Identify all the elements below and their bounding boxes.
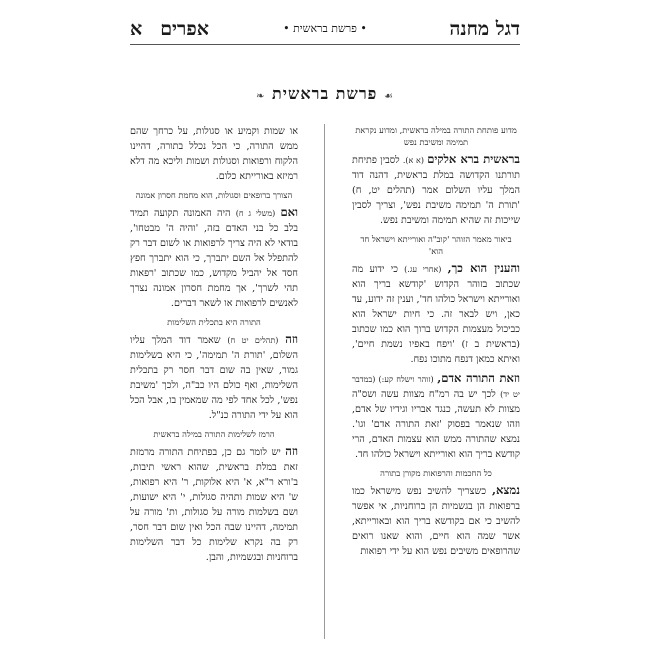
section-subtitle: התורה היא בתכלית השלימות <box>167 317 261 327</box>
section-paragraph <box>130 444 298 565</box>
section-subtitle: הרמז לשלימות התורה במילה בראשית <box>153 429 275 439</box>
section <box>352 233 520 367</box>
section-body-text: לכך יש בה רמ"ח מצוות עשה ושס"ה מצוות לא תעשה, כנגד אבריו וגידיו של אדם, וזהו שנאמר בפסוק 'זאת התורה אדם' וגו'. נמצא שהתורה ממש הוא עצמות האדם, הרי קודשא בריך הוא ואורייתא וישראל כולהו חד. <box>352 389 520 460</box>
header-book-title-left-text: אפרים <box>160 18 209 40</box>
section-lead-word: וזאת התורה אדם, <box>437 371 520 385</box>
header-parsha-name: • פרשת בראשית • <box>283 22 367 35</box>
section <box>130 124 298 184</box>
section <box>352 371 520 462</box>
section-paragraph <box>130 205 298 311</box>
page-number: א <box>130 18 143 40</box>
section-body-text: כי ידוע מה שכתוב בזוהר הקדוש 'קודשא בריך הוא ואורייתא וישראל כולהו חד', וענין זה ידוע, עד כאן, ויש לבאר זה. כי חיות ישראל הוא כביכול מעצמות הקדוש ברוך הוא כמו שכתוב (בראשית ב ז) 'ויפח באפיו נשמת חיים', ואיתא כמאן דנפח מתוכו נפח. <box>352 264 520 365</box>
section-source-ref: (א א). <box>402 156 424 165</box>
section-body-text: שאמר דוד המלך עליו השלום, 'תורת ה' תמימה', כי היא בשלימות גמור, שאין בה שום דבר חסר רק בתכלית השלימות, ואף כולם היו כב"ה, ולכך 'משיבת נפש', לכל אחד לפי מה שמאמין בו, אבל הכל הוא על ידי התורה כנ"ל. <box>130 335 298 421</box>
section-lead-word: וזה <box>285 332 298 346</box>
right-column <box>352 124 520 644</box>
section-lead-word: נמצא, <box>492 483 520 497</box>
section-subtitle: כל החכמות והרפואות מקורן בתורה <box>380 468 492 478</box>
section-paragraph <box>130 124 298 184</box>
section-subtitle: הצורך ברופאים וסגולות, הוא מחמת חסרון אמונה <box>135 190 293 200</box>
section-body-text: יש לומר גם כן, בפתיחת התורה מרמזת זאת במלת בראשית, שהוא ראשי תיבות, ב'ורא ר"א, א' היא אלוקות, ר' היא רפואות, ש' היא שמות ותהיה סגולות, י' היא ישועות, ושם בשלמות מורה על סגולות, ות' מורה על תמימה, דהיינו שבה הכל ואין שום דבר חסר, רק בה נקרא שלימות כל דבר השלימות ברוחניות ובגשמיות, והבן. <box>130 447 298 563</box>
running-header <box>130 18 520 40</box>
section-body-text: לסבין פתיחת תורתנו הקדושה במלת בראשית, דהנה דוד המלך עליו השלום אמר (תהלים יט, ח) 'תורת ה' תמימה משיבת נפש', וצריך לסבין שייכות זה שהיא תמימה ומשיבת נפש. <box>352 155 520 226</box>
header-rule <box>130 44 520 45</box>
header-book-title: דגל מחנה <box>449 18 520 40</box>
section-lead-word: בראשית ברא אלקים <box>427 152 520 166</box>
section <box>130 316 298 423</box>
section-body-text: או שמות וקמיע או סגולות, על כרחך שהם ממש התורה, כי הכל נכלל בתורה, דהיינו הלקוח ורפואות וסגולות ושמות וליכא מה דלא רמיזא באורייתא כלום. <box>130 126 298 182</box>
section-lead-word: והענין הוא כך, <box>447 261 520 275</box>
column-divider <box>324 124 325 639</box>
section <box>352 467 520 559</box>
left-column <box>130 124 298 644</box>
title-ornament-right-icon: ☙ <box>383 91 394 102</box>
section-paragraph <box>352 261 520 367</box>
section-source-ref: (משלי ג ח) <box>235 209 276 218</box>
section-source-ref: (אחרי עג.) <box>404 265 442 274</box>
section-lead-word: ואם <box>280 205 298 219</box>
section-paragraph <box>352 483 520 559</box>
title-ornament-left-icon: ❧ <box>256 91 266 102</box>
parsha-title-text: פרשת בראשית <box>272 84 378 103</box>
section <box>352 124 520 228</box>
section-subtitle: מדוע פותחת התורה במילה בראשית, ומדוע נקראת תמימה ומשיבת נפש <box>355 125 517 147</box>
section-subtitle: ביאור מאמר הזוהר 'קוב"ה ואורייתא וישראל חד הוא' <box>360 234 512 256</box>
section-paragraph <box>352 371 520 462</box>
section-paragraph <box>130 332 298 423</box>
section <box>130 189 298 311</box>
section-body-text: היה האמונה תקועה תמיד בלב כל בני האדם בזה, 'והיה ה' מבטחו', בודאי לא היה צריך לרפואות או לשום דבר רק להתפלל אל השם יתברך, כי הוא יתברך חפץ חסד אל יהביל מקדוש, כמו שכתוב 'רפאות תהי לשרך', אך מחמת חסרון אמונה נצרך לאנשים לרפואות או לשאר דברים. <box>130 208 298 309</box>
section-source-ref: (זוהר וישלח קע:) (במדבר יט יד) <box>352 375 520 399</box>
section <box>130 428 298 565</box>
section-source-ref: (תהלים יט ח) <box>227 336 279 345</box>
header-book-title-left <box>130 18 209 41</box>
section-body-text: כשצריך להשיב נפש מישראל כמו ברפואות הן בגשמיות הן ברוחניות, אי אפשר להשיב כי אם בקודשא בריך הוא ובאורייתא, אשר שמה הוא חיים, והוא שאנו רואים שהרופאים משיבים נפש הוא על ידי רפואות <box>352 486 520 557</box>
section-paragraph <box>352 152 520 228</box>
parsha-title <box>130 84 520 104</box>
section-lead-word: וזה <box>285 444 298 458</box>
